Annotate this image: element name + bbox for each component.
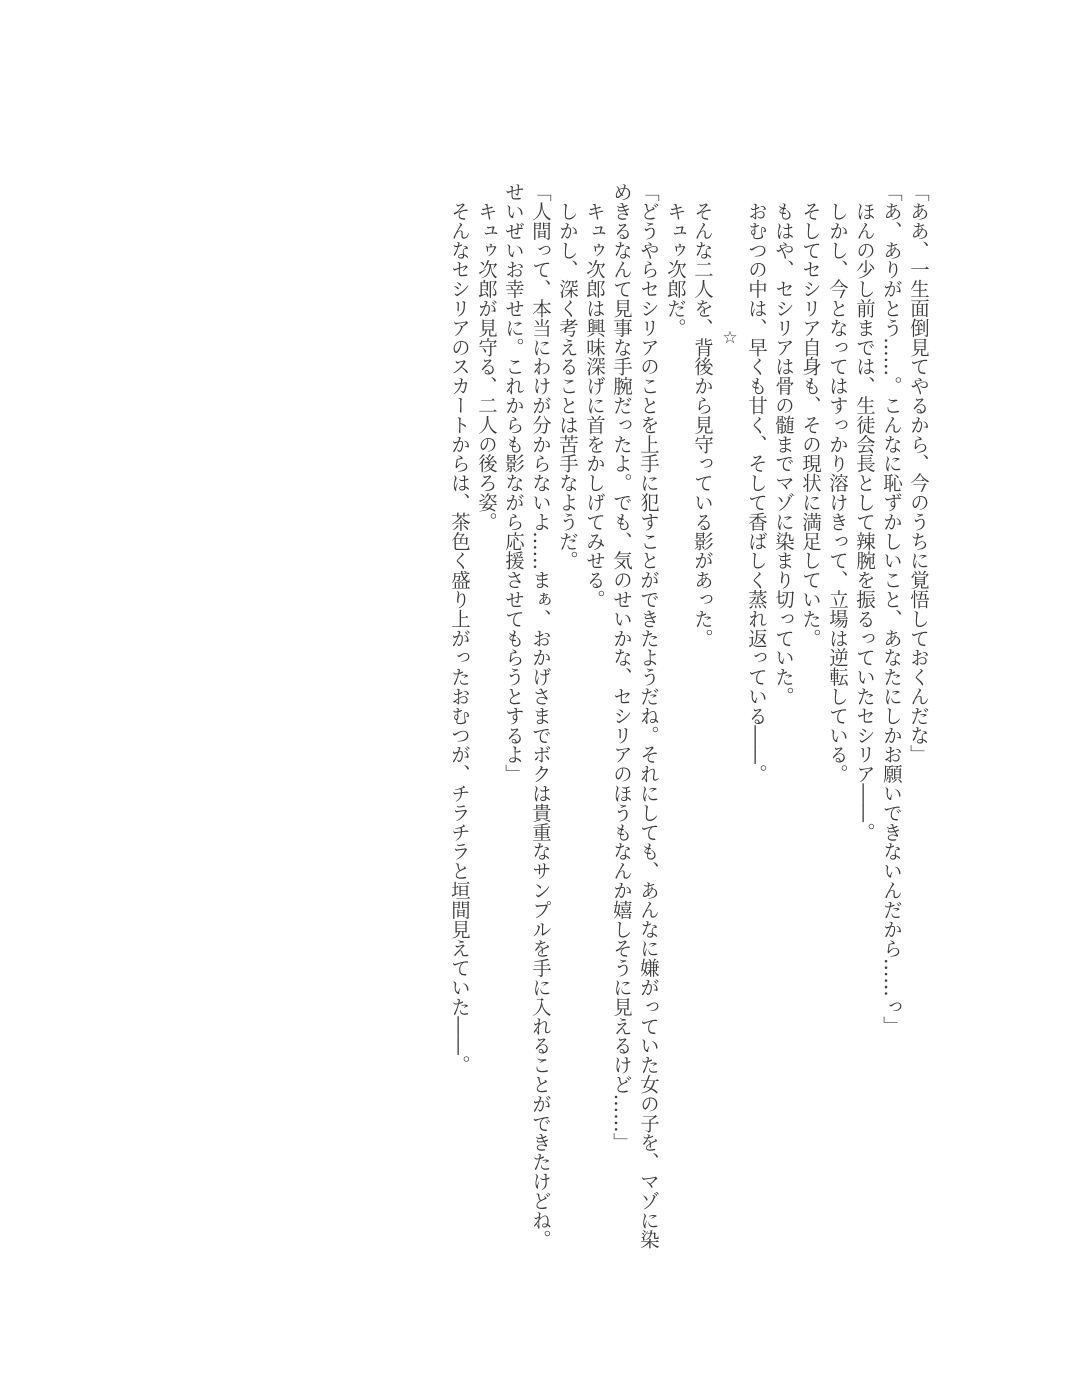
narrative-line: おむつの中は、早くも甘く、そして香ばしく蒸れ返っている――。 — [745, 182, 768, 784]
narrative-line: しかし、深く考えることは苦手なようだ。 — [556, 182, 579, 570]
dialogue-line: 「ああ、一生面倒見てやるから、今のうちに覚悟しておくんだな」 — [907, 182, 930, 764]
dialogue-line: 「どうやらセシリアのことを上手に犯すことができたようだね。それにしても、あんなに嫌がっていた女の子を、マゾに染めきるなんて見事な手腕だったよ。でも、気のせいかな、セシリアのほうもなんか嬉しそうに見えるけど……」 — [610, 182, 660, 1249]
narrative-line: キュゥ次郎が見守る、二人の後ろ姿。 — [475, 182, 498, 532]
dialogue-line: 「人間って、本当にわけが分からないよ……まぁ、おかげさまでボクは貴重なサンプルを手に入れることができたけどね。せいぜいお幸せに。これからも影ながら応援させてもらうとするよ」 — [502, 182, 552, 1249]
narrative-line: そんな二人を、背後から見守っている影があった。 — [691, 182, 714, 648]
dialogue-line: 「あ、ありがとう……。こんなに恥ずかしいこと、あなたにしかお願いできないんだから……っ」 — [880, 182, 903, 1036]
vertical-text-block — [446, 182, 932, 1252]
section-divider-star: ☆ — [720, 328, 740, 348]
narrative-line: もはや、セシリアは骨の髄までマゾに染まり切っていた。 — [772, 182, 795, 706]
narrative-line: ほんの少し前までは、生徒会長として辣腕を振るっていたセシリア――。 — [853, 182, 876, 842]
narrative-line: そんなセシリアのスカートからは、茶色く盛り上がったおむつが、チラチラと垣間見えていた――。 — [448, 182, 471, 1075]
narrative-line: キュゥ次郎だ。 — [664, 182, 687, 338]
narrative-line: そしてセシリア自身も、その現状に満足していた。 — [799, 182, 822, 648]
narrative-line: しかし、今となってはすっかり溶けきって、立場は逆転している。 — [826, 182, 849, 784]
narrative-line: キュゥ次郎は興味深げに首をかしげてみせる。 — [583, 182, 606, 609]
